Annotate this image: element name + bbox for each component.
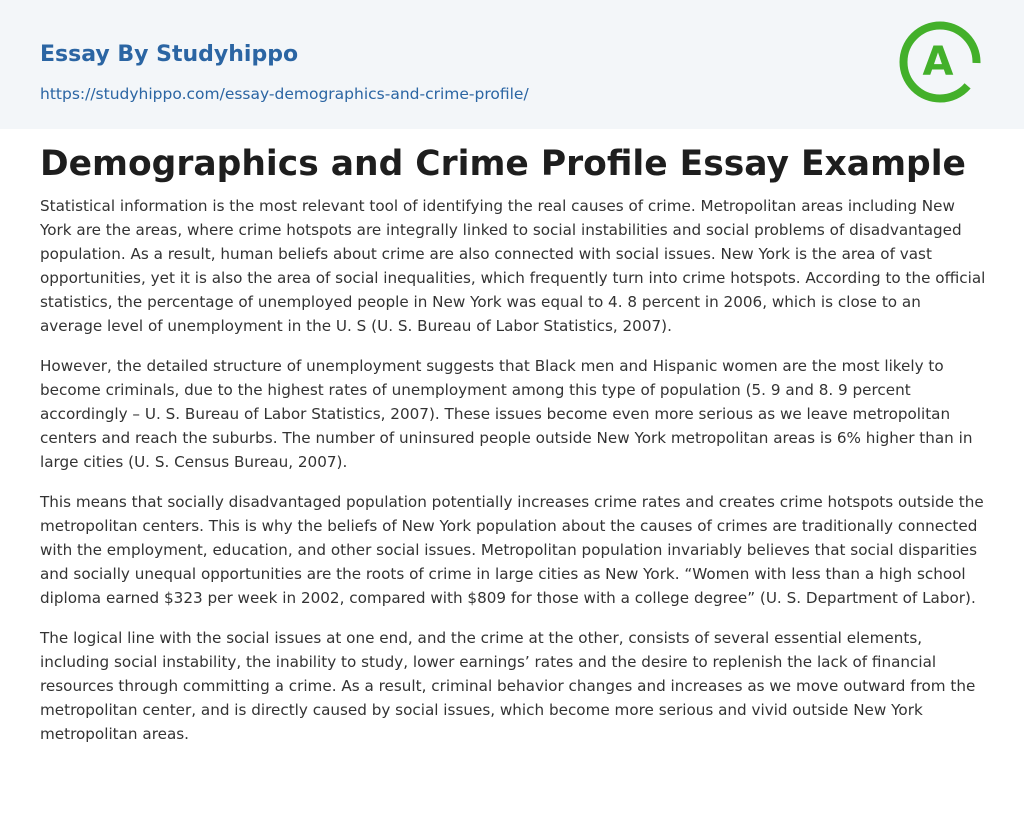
article-paragraph: However, the detailed structure of unemployment suggests that Black men and Hispanic women are the most likely to become criminals, due to the highest rates of unemployment among this type of population (5. 9 and 8. 9 percent accordingly – U. S. Bureau of Labor Statistics, 2007). These issues become even more serious as we leave metropolitan centers and reach the suburbs. The number of uninsured people outside New York metropolitan areas is 6% higher than in large cities (U. S. Census Bureau, 2007). <box>40 357 973 471</box>
article-body <box>40 194 986 762</box>
site-brand[interactable]: Essay By Studyhippo <box>40 42 299 67</box>
site-logo[interactable] <box>896 18 986 106</box>
article-paragraph: The logical line with the social issues at one end, and the crime at the other, consists of several essential elements, including social instability, the inability to study, lower earnings’ rates and the desire to replenish the lack of financial resources through committing a crime. As a result, criminal behavior changes and increases as we move outward from the metropolitan center, and is directly caused by social issues, which become more serious and vivid outside New York metropolitan areas. <box>40 629 976 743</box>
logo-letter: A <box>922 39 954 85</box>
article-paragraph: This means that socially disadvantaged population potentially increases crime rates and creates crime hotspots outside the metropolitan centers. This is why the beliefs of New York population about the causes of crimes are traditionally connected with the employment, education, and other social issues. Metropolitan population invariably believes that social disparities and socially unequal opportunities are the roots of crime in large cities as New York. “Women with less than a high school diploma earned $323 per week in 2002, compared with $809 for those with a college degree” (U. S. Department of Labor). <box>40 493 984 607</box>
article-paragraph: Statistical information is the most relevant tool of identifying the real causes of crime. Metropolitan areas including New York are the areas, where crime hotspots are integrally linked to social instabilities and social problems of disadvantaged population. As a result, human beliefs about crime are also connected with social issues. New York is the area of vast opportunities, yet it is also the area of social inequalities, which frequently turn into crime hotspots. According to the official statistics, the percentage of unemployed people in New York was equal to 4. 8 percent in 2006, which is close to an average level of unemployment in the U. S (U. S. Bureau of Labor Statistics, 2007). <box>40 197 986 335</box>
article-title: Demographics and Crime Profile Essay Example <box>40 144 966 184</box>
page-url-link[interactable]: https://studyhippo.com/essay-demographics-and-crime-profile/ <box>40 85 529 103</box>
site-header <box>0 0 1024 129</box>
